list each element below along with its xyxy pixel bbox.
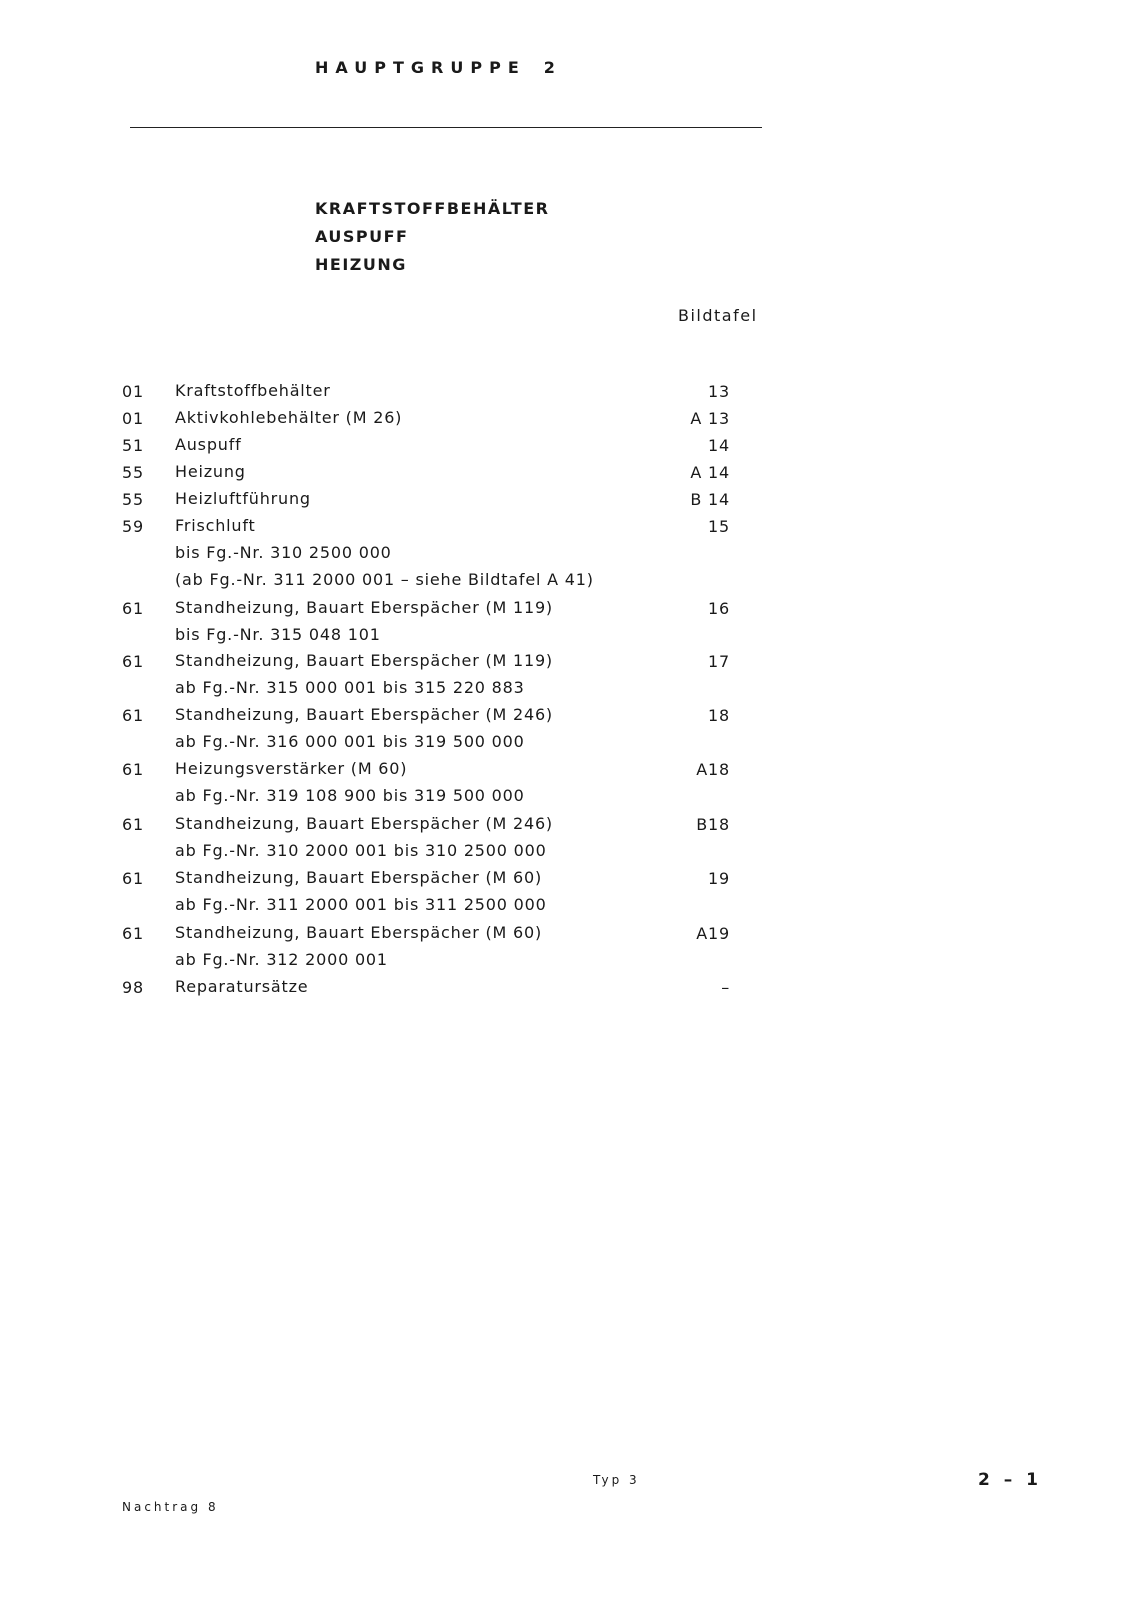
group-number: 61	[122, 760, 144, 779]
entry-serial-range: ab Fg.-Nr. 319 108 900 bis 319 500 000	[175, 786, 525, 805]
plate-reference: 15	[708, 517, 730, 536]
main-group-title	[315, 58, 555, 77]
plate-column-header: Bildtafel	[678, 306, 758, 325]
entry-description: Heizungsverstärker (M 60)	[175, 759, 408, 778]
group-number: 01	[122, 382, 144, 401]
plate-reference: A18	[696, 760, 730, 779]
entry-description: Standheizung, Bauart Eberspächer (M 246)	[175, 705, 553, 724]
entry-description: Standheizung, Bauart Eberspächer (M 119)	[175, 651, 553, 670]
section-heading-fuel-tank: KRAFTSTOFFBEHÄLTER	[315, 199, 550, 218]
plate-reference: A19	[696, 924, 730, 943]
group-number: 61	[122, 706, 144, 725]
plate-reference: 18	[708, 706, 730, 725]
vehicle-type-label: Typ 3	[593, 1473, 640, 1487]
section-headings	[315, 195, 549, 279]
group-number: 98	[122, 978, 144, 997]
group-number: 61	[122, 924, 144, 943]
entry-description: Standheizung, Bauart Eberspächer (M 246)	[175, 814, 553, 833]
section-heading-exhaust: AUSPUFF	[315, 227, 409, 246]
plate-reference: 19	[708, 869, 730, 888]
supplement-label: Nachtrag 8	[122, 1500, 219, 1514]
plate-reference: A 14	[690, 463, 730, 482]
entry-description: Auspuff	[175, 435, 242, 454]
entry-serial-range: bis Fg.-Nr. 310 2500 000	[175, 543, 392, 562]
group-number: 51	[122, 436, 144, 455]
plate-reference: 13	[708, 382, 730, 401]
plate-reference: 14	[708, 436, 730, 455]
main-group-label: HAUPTGRUPPE	[315, 58, 526, 77]
entry-description: Frischluft	[175, 516, 256, 535]
plate-reference: B 14	[690, 490, 730, 509]
group-number: 59	[122, 517, 144, 536]
group-number: 61	[122, 869, 144, 888]
entry-description: Standheizung, Bauart Eberspächer (M 60)	[175, 923, 542, 942]
entry-serial-range: ab Fg.-Nr. 311 2000 001 bis 311 2500 000	[175, 895, 547, 914]
plate-reference: A 13	[690, 409, 730, 428]
section-heading-heating: HEIZUNG	[315, 255, 407, 274]
plate-reference: B18	[696, 815, 730, 834]
entry-description: Aktivkohlebehälter (M 26)	[175, 408, 403, 427]
main-group-number: 2	[543, 58, 555, 77]
entry-description: Kraftstoffbehälter	[175, 381, 331, 400]
entry-serial-range: bis Fg.-Nr. 315 048 101	[175, 625, 381, 644]
entry-serial-range: (ab Fg.-Nr. 311 2000 001 – siehe Bildtafel A 41)	[175, 570, 594, 589]
group-number: 55	[122, 490, 144, 509]
plate-reference: –	[721, 978, 730, 997]
header-divider	[130, 127, 762, 128]
entry-serial-range: ab Fg.-Nr. 312 2000 001	[175, 950, 388, 969]
group-number: 61	[122, 599, 144, 618]
group-number: 61	[122, 815, 144, 834]
plate-reference: 16	[708, 599, 730, 618]
entry-description: Heizluftführung	[175, 489, 311, 508]
group-number: 55	[122, 463, 144, 482]
entry-serial-range: ab Fg.-Nr. 315 000 001 bis 315 220 883	[175, 678, 525, 697]
group-number: 01	[122, 409, 144, 428]
plate-reference: 17	[708, 652, 730, 671]
group-number: 61	[122, 652, 144, 671]
entry-description: Reparatursätze	[175, 977, 309, 996]
entry-description: Standheizung, Bauart Eberspächer (M 60)	[175, 868, 542, 887]
entry-serial-range: ab Fg.-Nr. 310 2000 001 bis 310 2500 000	[175, 841, 547, 860]
page-number: 2 – 1	[978, 1470, 1042, 1490]
entry-description: Standheizung, Bauart Eberspächer (M 119)	[175, 598, 553, 617]
entry-serial-range: ab Fg.-Nr. 316 000 001 bis 319 500 000	[175, 732, 525, 751]
entry-description: Heizung	[175, 462, 246, 481]
